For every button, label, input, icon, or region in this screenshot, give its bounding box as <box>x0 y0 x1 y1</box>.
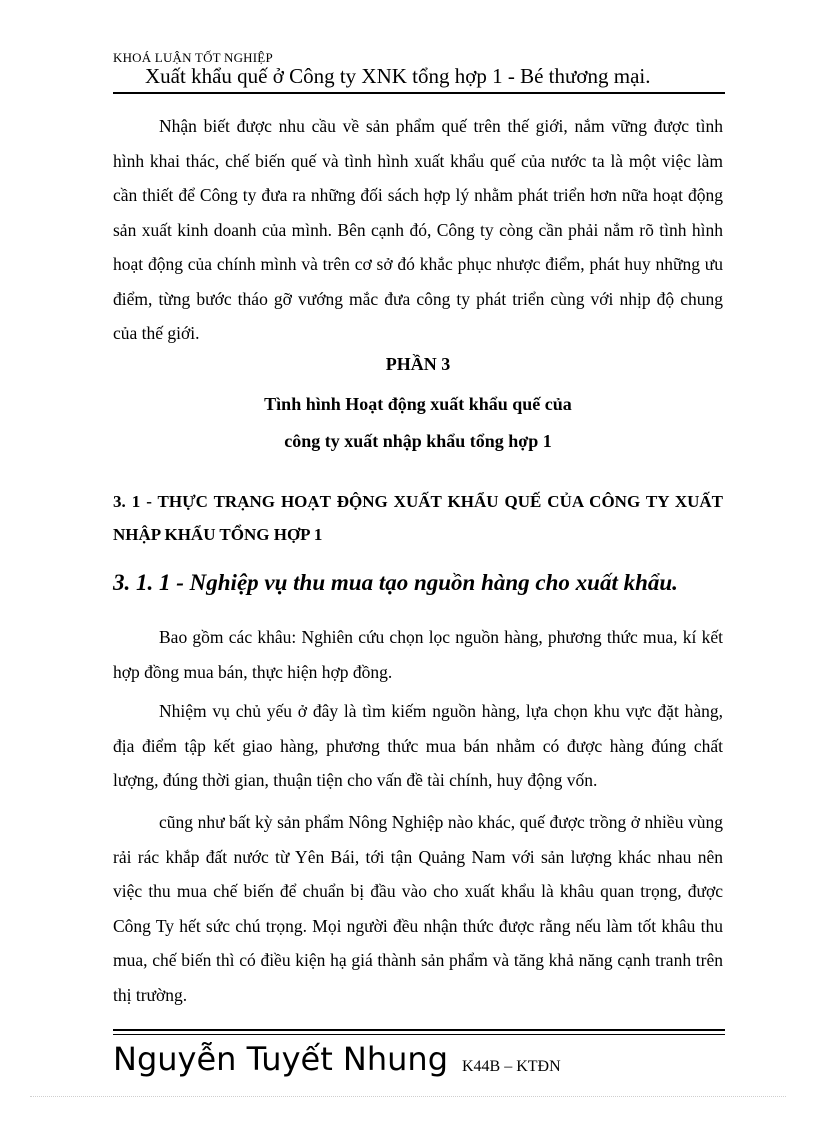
header-title: Xuất khẩu quế ở Công ty XNK tổng hợp 1 - Bé thương mại. <box>145 64 651 88</box>
part-subtitle-line-1: Tình hình Hoạt động xuất khẩu quế của <box>264 394 572 414</box>
page-bottom-edge <box>30 1096 786 1097</box>
part-heading: PHẦN 3 <box>385 354 451 374</box>
footer-class: K44B – KTĐN <box>462 1058 561 1075</box>
footer-author: Nguyễn Tuyết Nhung <box>113 1040 449 1078</box>
footer-divider-thin <box>113 1034 725 1035</box>
section-heading: 3. 1 - THỰC TRẠNG HOẠT ĐỘNG XUẤT KHẨU QUẾ CỦA CÔNG TY XUẤT NHẬP KHẨU TỔNG HỢP 1 <box>113 492 723 544</box>
header-label: KHOÁ LUẬN TỐT NGHIỆP <box>113 50 273 65</box>
footer-divider-thick <box>113 1029 725 1031</box>
paragraph-3: Nhiệm vụ chủ yếu ở đây là tìm kiếm nguồn hàng, lựa chọn khu vực đặt hàng, địa điểm tập kết giao hàng, phương thức mua bán nhằm có được hàng đúng chất lượng, đúng thời gian, thuận tiện cho vấn đề tài chính, huy động vốn. <box>113 701 723 790</box>
intro-paragraph: Nhận biết được nhu cầu về sản phẩm quế trên thế giới, nắm vững được tình hình khai thác, chế biến quế và tình hình xuất khẩu quế của nước ta là một việc làm cần thiết để Công ty đưa ra những đối sách hợp lý nhằm phát triển hơn nữa hoạt động sản xuất kinh doanh của mình. Bên cạnh đó, Công ty còng cần phải nắm rõ tình hình hoạt động của chính mình và trên cơ sở đó khắc phục nhược điểm, phát huy những ưu điểm, từng bước tháo gỡ vướng mắc đưa công ty phát triển cùng với nhịp độ chung của thế giới. <box>113 116 723 343</box>
header-divider <box>113 92 725 94</box>
paragraph-4: cũng như bất kỳ sản phẩm Nông Nghiệp nào khác, quế được trồng ở nhiều vùng rải rác khắp đất nước từ Yên Bái, tới tận Quảng Nam với sản lượng khác nhau nên việc thu mua chế biến để chuẩn bị đầu vào cho xuất khẩu là khâu quan trọng, được Công Ty hết sức chú trọng. Mọi người đều nhận thức được rằng nếu làm tốt khâu thu mua, chế biến thì có điều kiện hạ giá thành sản phẩm và tăng khả năng cạnh tranh trên thị trường. <box>113 812 723 1005</box>
paragraph-2: Bao gồm các khâu: Nghiên cứu chọn lọc nguồn hàng, phương thức mua, kí kết hợp đồng mua bán, thực hiện hợp đồng. <box>113 627 723 682</box>
subsection-heading: 3. 1. 1 - Nghiệp vụ thu mua tạo nguồn hàng cho xuất khẩu. <box>113 570 678 595</box>
part-subtitle-line-2: công ty xuất nhập khẩu tổng hợp 1 <box>284 431 552 451</box>
